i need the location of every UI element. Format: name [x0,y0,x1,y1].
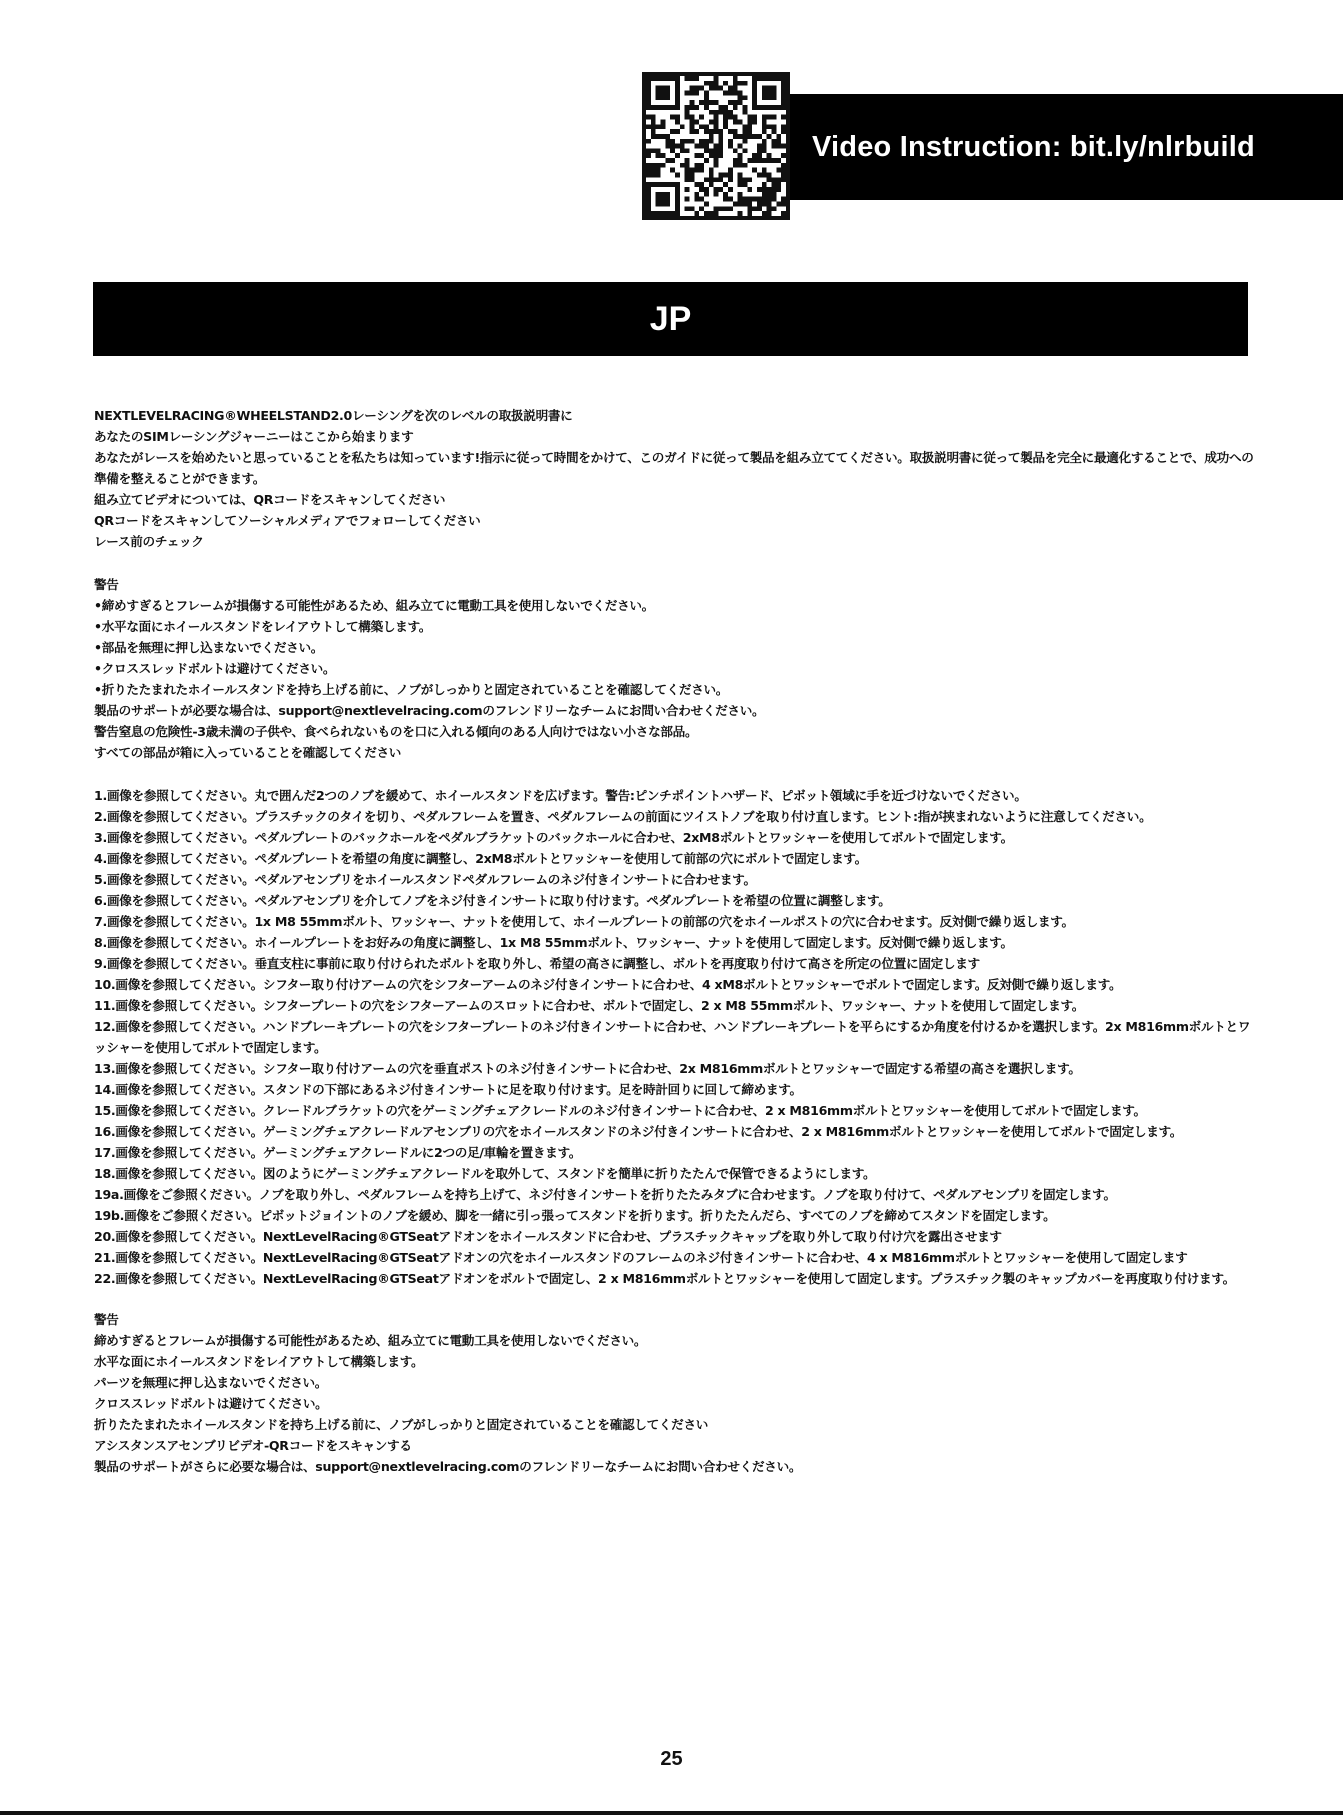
step-line: 2.画像を参照してください。プラスチックのタイを切り、ペダルフレームを置き、ペダルフレームの前面にツイストノブを取り付け直します。ヒント:指が挟まれないように注意してください。 [94,809,1152,824]
step-line: 9.画像を参照してください。垂直支柱に事前に取り付けられたボルトを取り外し、希望の高さに調整し、ボルトを再度取り付けて高さを所定の位置に固定します [94,956,980,971]
qr-code[interactable] [642,72,790,220]
step-line: 12.画像を参照してください。ハンドブレーキプレートの穴をシフタープレートのネジ付きインサートに合わせ、ハンドブレーキプレートを平らにするか角度を付けるかを選択します。2x M816mmボルトとワッシャーを使用してボルトで固定します。 [94,1019,1251,1055]
warning-line: •締めすぎるとフレームが損傷する可能性があるため、組み立てに電動工具を使用しないでください。 [94,598,654,613]
page-number: 25 [660,1748,683,1770]
warning-line: 製品のサポートがさらに必要な場合は、support@nextlevelracing.comのフレンドリーなチームにお問い合わせください。 [94,1459,802,1474]
step-line: 14.画像を参照してください。スタンドの下部にあるネジ付きインサートに足を取り付けます。足を時計回りに回して締めます。 [94,1082,802,1097]
warning-line: クロススレッドボルトは避けてください。 [94,1396,328,1411]
step-line: 3.画像を参照してください。ペダルプレートのバックホールをペダルブラケットのバックホールに合わせ、2xM8ボルトとワッシャーを使用してボルトで固定します。 [94,830,1013,845]
step-line: 8.画像を参照してください。ホイールプレートをお好みの角度に調整し、1x M8 55mmボルト、ワッシャー、ナットを使用して固定します。反対側で繰り返します。 [94,935,1013,950]
warning-line: 製品のサポートが必要な場合は、support@nextlevelracing.comのフレンドリーなチームにお問い合わせください。 [94,703,765,718]
step-line: 20.画像を参照してください。NextLevelRacing®GTSeatアドオンをホイールスタンドに合わせ、プラスチックキャップを取り外して取り付け穴を露出させます [94,1229,1002,1244]
step-line: 17.画像を参照してください。ゲーミングチェアクレードルに2つの足/車輪を置きます。 [94,1145,582,1160]
step-line: 4.画像を参照してください。ペダルプレートを希望の角度に調整し、2xM8ボルトとワッシャーを使用して前部の穴にボルトで固定します。 [94,851,867,866]
steps-section [94,785,1254,1289]
spacer [94,552,1254,574]
spacer [94,1289,1254,1309]
warning-line: •部品を無理に押し込まないでください。 [94,640,324,655]
warning-heading: 警告 [94,1312,119,1327]
intro-line: NEXTLEVELRACING®WHEELSTAND2.0レーシングを次のレベルの取扱説明書に [94,408,573,423]
step-line: 19b.画像をご参照ください。ピボットジョイントのノブを緩め、脚を一緒に引っ張ってスタンドを折ります。折りたたんだら、すべてのノブを締めてスタンドを固定します。 [94,1208,1056,1223]
intro-line: 組み立てビデオについては、QRコードをスキャンしてください [94,492,446,507]
warning-line: パーツを無理に押し込まないでください。 [94,1375,328,1390]
step-line: 18.画像を参照してください。図のようにゲーミングチェアクレードルを取外して、スタンドを簡単に折りたたんで保管できるようにします。 [94,1166,876,1181]
warning-line: 警告窒息の危険性-3歳未満の子供や、食べられないものを口に入れる傾向のある人向けではない小さな部品。 [94,724,698,739]
warning-heading: 警告 [94,577,119,592]
warning-line: •水平な面にホイールスタンドをレイアウトして構築します。 [94,619,432,634]
step-line: 19a.画像をご参照ください。ノブを取り外し、ペダルフレームを持ち上げて、ネジ付きインサートを折りたたみタブに合わせます。ノブを取り付けて、ペダルアセンブリを固定します。 [94,1187,1116,1202]
intro-line: あなたがレースを始めたいと思っていることを私たちは知っています!指示に従って時間をかけて、このガイドに従って製品を組み立ててください。取扱説明書に従って製品を完全に最適化することで、成功への準備を整えることができます。 [94,450,1254,486]
warning-line: アシスタンスアセンブリビデオ-QRコードをスキャンする [94,1438,412,1453]
step-line: 10.画像を参照してください。シフター取り付けアームの穴をシフターアームのネジ付きインサートに合わせ、4 xM8ボルトとワッシャーでボルトで固定します。反対側で繰り返します。 [94,977,1122,992]
step-line: 15.画像を参照してください。クレードルブラケットの穴をゲーミングチェアクレードルのネジ付きインサートに合わせ、2 x M816mmボルトとワッシャーを使用してボルトで固定します。 [94,1103,1146,1118]
video-instruction-banner [790,94,1343,200]
language-header-bar [93,282,1248,356]
step-line: 16.画像を参照してください。ゲーミングチェアクレードルアセンブリの穴をホイールスタンドのネジ付きインサートに合わせ、2 x M816mmボルトとワッシャーを使用してボルトで固定します。 [94,1124,1183,1139]
step-line: 5.画像を参照してください。ペダルアセンブリをホイールスタンドペダルフレームのネジ付きインサートに合わせます。 [94,872,756,887]
step-line: 22.画像を参照してください。NextLevelRacing®GTSeatアドオンをボルトで固定し、2 x M816mmボルトとワッシャーを使用して固定します。プラスチック製のキャップカバーを再度取り付けます。 [94,1271,1235,1286]
intro-line: あなたのSIMレーシングジャーニーはここから始まります [94,429,414,444]
instructions-body [94,405,1254,1477]
qr-code-icon [646,76,786,216]
step-line: 1.画像を参照してください。丸で囲んだ2つのノブを緩めて、ホイールスタンドを広げます。警告:ピンチポイントハザード、ピボット領域に手を近づけないでください。 [94,788,1027,803]
warning-line: すべての部品が箱に入っていることを確認してください [94,745,402,760]
page-bottom-rule [0,1811,1343,1815]
language-code: JP [649,299,692,338]
warning-section-1 [94,574,1254,763]
step-line: 6.画像を参照してください。ペダルアセンブリを介してノブをネジ付きインサートに取り付けます。ペダルプレートを希望の位置に調整します。 [94,893,891,908]
intro-line: レース前のチェック [94,534,204,549]
step-line: 11.画像を参照してください。シフタープレートの穴をシフターアームのスロットに合わせ、ボルトで固定し、2 x M8 55mmボルト、ワッシャー、ナットを使用して固定します。 [94,998,1085,1013]
warning-line: •折りたたまれたホイールスタンドを持ち上げる前に、ノブがしっかりと固定されていることを確認してください。 [94,682,729,697]
step-line: 13.画像を参照してください。シフター取り付けアームの穴を垂直ポストのネジ付きインサートに合わせ、2x M816mmボルトとワッシャーで固定する希望の高さを選択します。 [94,1061,1081,1076]
video-instruction-text: Video Instruction: bit.ly/nlrbuild [812,130,1255,163]
intro-line: QRコードをスキャンしてソーシャルメディアでフォローしてください [94,513,481,528]
warning-line: •クロススレッドボルトは避けてください。 [94,661,336,676]
warning-line: 締めすぎるとフレームが損傷する可能性があるため、組み立てに電動工具を使用しないでください。 [94,1333,647,1348]
intro-section [94,405,1254,552]
warning-line: 折りたたまれたホイールスタンドを持ち上げる前に、ノブがしっかりと固定されていることを確認してください [94,1417,709,1432]
warning-line: 水平な面にホイールスタンドをレイアウトして構築します。 [94,1354,424,1369]
warning-section-2 [94,1309,1254,1477]
spacer [94,763,1254,785]
step-line: 7.画像を参照してください。1x M8 55mmボルト、ワッシャー、ナットを使用して、ホイールプレートの前部の穴をホイールポストの穴に合わせます。反対側で繰り返します。 [94,914,1074,929]
step-line: 21.画像を参照してください。NextLevelRacing®GTSeatアドオンの穴をホイールスタンドのフレームのネジ付きインサートに合わせ、4 x M816mmボルトとワッシャーを使用して固定します [94,1250,1188,1265]
